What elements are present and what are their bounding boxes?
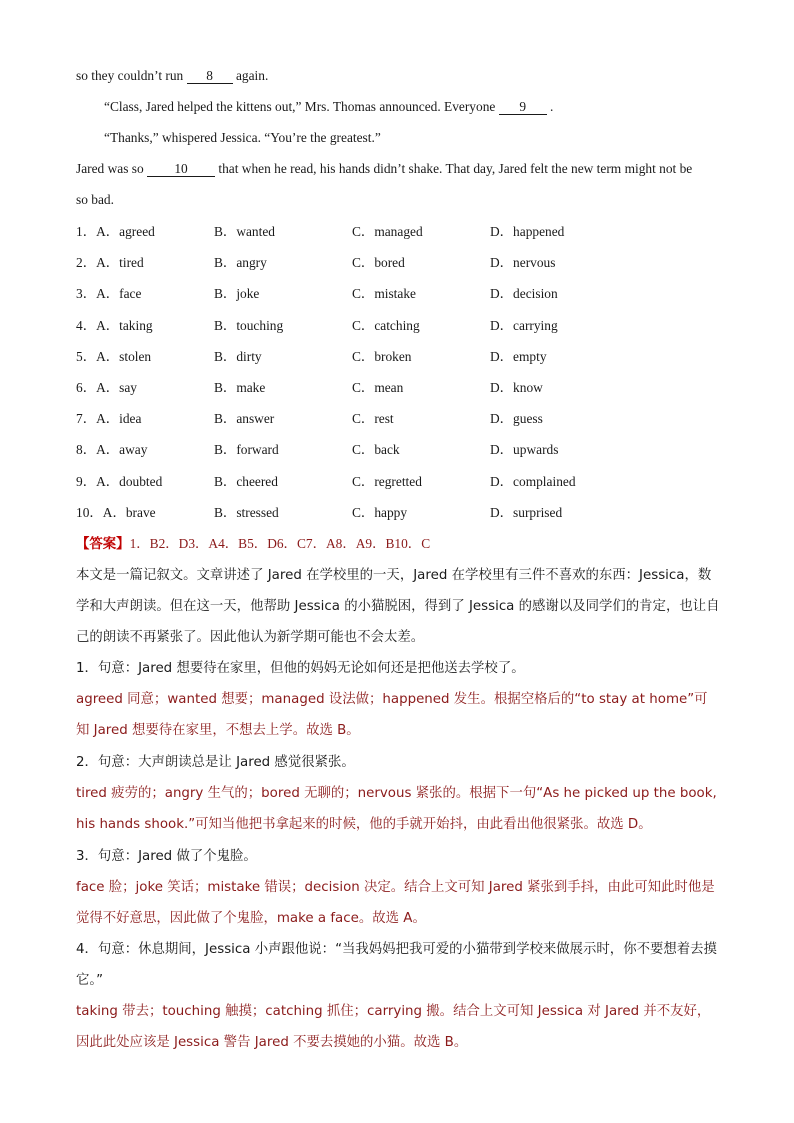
option-d: D．carrying xyxy=(490,317,558,333)
option-b: B．angry xyxy=(214,255,267,271)
passage-text: . xyxy=(546,99,554,114)
option-a: 1．A．agreed xyxy=(76,224,155,239)
option-row xyxy=(76,504,736,522)
option-row xyxy=(76,285,736,303)
option-b: B．touching xyxy=(214,317,284,333)
option-b: B．cheered xyxy=(214,473,278,489)
passage-line-5: so bad. xyxy=(76,192,114,207)
option-row xyxy=(76,348,736,366)
passage-text: Jared was so xyxy=(76,161,148,176)
blank-9: 9 xyxy=(499,100,547,115)
option-c: C．mean xyxy=(352,380,404,395)
option-b: B．stressed xyxy=(214,504,279,520)
passage-line-3: “Thanks,” whispered Jessica. “You’re the greatest.” xyxy=(104,130,381,145)
option-d: D．upwards xyxy=(490,442,559,458)
option-a: 8．A．away xyxy=(76,442,148,458)
option-d: D．nervous xyxy=(490,255,556,271)
option-row xyxy=(76,473,736,491)
option-d: D．complained xyxy=(490,473,576,489)
explanation-3-sentence: 3．句意：Jared 做了个鬼脸。 xyxy=(76,849,257,864)
explanation-1-sentence: 1．句意：Jared 想要待在家里，但他的妈妈无论如何还是把他送去学校了。 xyxy=(76,661,525,676)
explanation-1-detail: agreed 同意；wanted 想要；managed 设法做；happened 发生。根据空格后的“to stay at home”可知 Jared 想要待在家里，不想去上学。故选 B。 xyxy=(76,692,708,738)
option-b: B．wanted xyxy=(214,224,275,239)
option-d: D．decision xyxy=(490,286,558,302)
passage-text: so they couldn’t run xyxy=(76,68,187,83)
option-row xyxy=(76,410,736,428)
option-row xyxy=(76,254,736,272)
option-b: B．dirty xyxy=(214,348,262,364)
answer-label: 【答案】 xyxy=(76,536,130,551)
option-c: C．managed xyxy=(352,224,423,239)
summary-paragraph: 本文是一篇记叙文。文章讲述了 Jared 在学校里的一天，Jared 在学校里有三件不喜欢的东西：Jessica，数学和大声朗读。但在这一天，他帮助 Jessica 的小猫脱困，得到了 Jessica 的感谢以及同学们的肯定，也让自己的朗读不再紧张了。因此他认为新学期可能也不会太差。 xyxy=(76,568,720,645)
option-c: C．catching xyxy=(352,317,420,333)
option-b: B．answer xyxy=(214,411,275,427)
option-a: 6．A．say xyxy=(76,380,137,395)
blank-8: 8 xyxy=(187,69,233,84)
passage-line-2 xyxy=(104,98,553,116)
option-c: C．mistake xyxy=(352,286,416,302)
option-c: C．rest xyxy=(352,411,394,427)
option-row xyxy=(76,223,736,241)
option-row xyxy=(76,379,736,397)
explanation-4-sentence: 4．句意：休息期间，Jessica 小声跟他说：“当我妈妈把我可爱的小猫带到学校来做展示时，你不要想着去摸它。” xyxy=(76,942,717,988)
option-c: C．broken xyxy=(352,348,412,364)
option-d: D．guess xyxy=(490,411,543,427)
option-c: C．bored xyxy=(352,255,405,271)
explanation-2-detail: tired 疲劳的；angry 生气的；bored 无聊的；nervous 紧张的。根据下一句“As he picked up the book, his hands shook.”可知当他把书拿起来的时候，他的手就开始抖，由此看出他很紧张。故选 D。 xyxy=(76,786,717,832)
passage-text: that when he read, his hands didn’t shake. That day, Jared felt the new term might not be xyxy=(215,161,693,176)
answer-key: 1．B2．D3．A4．B5．D6．C7．A8．A9．B10．C xyxy=(129,536,431,551)
option-a: 9．A．doubted xyxy=(76,473,163,489)
option-a: 4．A．taking xyxy=(76,317,153,333)
passage-text: “Class, Jared helped the kittens out,” Mrs. Thomas announced. Everyone xyxy=(104,99,499,114)
option-d: D．empty xyxy=(490,348,547,364)
passage-line-1 xyxy=(76,67,268,85)
explanation-2-sentence: 2．句意：大声朗读总是让 Jared 感觉很紧张。 xyxy=(76,755,355,770)
blank-10: 10 xyxy=(147,162,215,177)
option-d: D．surprised xyxy=(490,504,563,520)
answer-line xyxy=(76,535,430,553)
option-b: B．joke xyxy=(214,286,260,302)
option-a: 5．A．stolen xyxy=(76,348,152,364)
option-d: D．happened xyxy=(490,224,565,239)
option-a: 3．A．face xyxy=(76,286,142,302)
option-c: C．back xyxy=(352,442,400,458)
option-b: B．forward xyxy=(214,442,279,458)
passage-line-4 xyxy=(76,160,692,178)
option-row xyxy=(76,441,736,459)
option-c: C．regretted xyxy=(352,473,422,489)
option-a: 2．A．tired xyxy=(76,255,144,271)
option-b: B．make xyxy=(214,380,266,395)
explanation-4-detail: taking 带去；touching 触摸；catching 抓住；carrying 搬。结合上文可知 Jessica 对 Jared 并不友好，因此此处应该是 Jessica 警告 Jared 不要去摸她的小猫。故选 B。 xyxy=(76,1004,711,1050)
option-row xyxy=(76,317,736,335)
explanation-3-detail: face 脸；joke 笑话；mistake 错误；decision 决定。结合上文可知 Jared 紧张到手抖，由此可知此时他是觉得不好意思，因此做了个鬼脸，make a face。故选 A。 xyxy=(76,880,715,926)
option-d: D．know xyxy=(490,380,543,395)
option-a: 10．A．brave xyxy=(76,504,156,520)
option-c: C．happy xyxy=(352,504,408,520)
option-a: 7．A．idea xyxy=(76,411,142,427)
passage-text: again. xyxy=(232,68,269,83)
